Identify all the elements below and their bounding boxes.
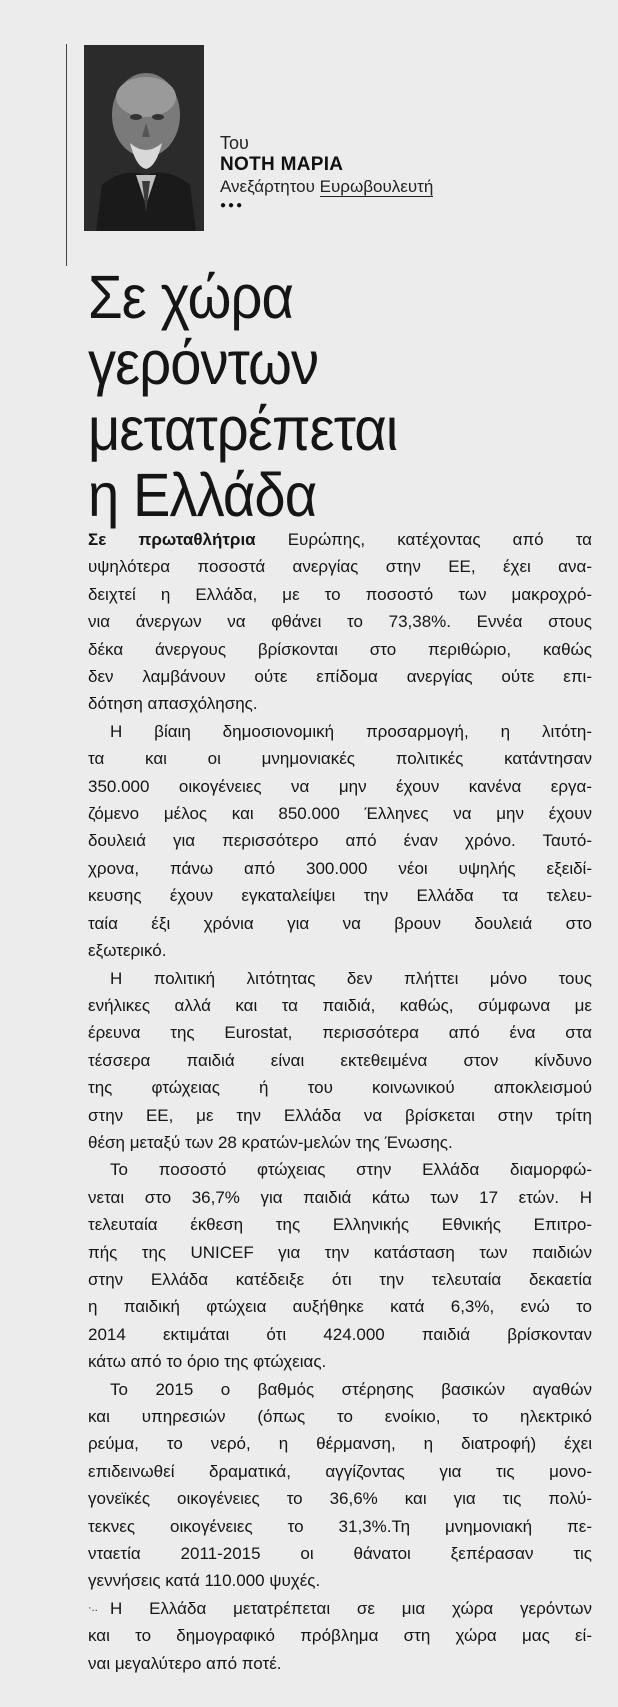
article-line: ναι μεγαλύτερο από ποτέ. <box>88 1653 282 1673</box>
article-line: νια άνεργων να φθάνει το 73,38%. Εννέα στους <box>88 612 592 632</box>
article-line: νταετία 2011-2015 οι θάνατοι ξεπέρασαν τις <box>88 1544 592 1564</box>
headline-line: Σε χώρα <box>88 263 294 331</box>
article-line: Το ποσοστό φτώχειας στην Ελλάδα διαμορφώ- <box>110 1160 592 1180</box>
article-line <box>88 526 592 553</box>
article-line: γεννήσεις κατά 110.000 ψυχές. <box>88 1571 321 1591</box>
article-line: επιδεινωθεί δραματικά, αγγίζοντας για τις μονο- <box>88 1461 592 1481</box>
article-line: δέκα άνεργους βρίσκονται στο περιθώριο, καθώς <box>88 639 592 659</box>
article-line: θέση μεταξύ των 28 κρατών-μελών της Ένωσης. <box>88 1132 453 1152</box>
article-line: ταία έξι χρόνια για να βρουν δουλειά στο <box>88 913 592 933</box>
headline-line: η Ελλάδα <box>88 461 317 529</box>
article-line: και υπηρεσιών (όπως το ενοίκιο, το ηλεκτρικό <box>88 1407 592 1426</box>
article-line <box>88 1595 592 1622</box>
lead-in: Σε πρωταθλήτρια <box>88 530 256 549</box>
paragraph-mark: ·.. <box>88 1601 98 1614</box>
author-role-text: Ανεξάρτητου <box>220 177 320 196</box>
article-line: Η βίαιη δημοσιονομική προσαρμογή, η λιτότη- <box>110 721 592 741</box>
article-line: έρευνα της Eurostat, περισσότερα από ένα στα <box>88 1023 592 1043</box>
article-line: και το δημογραφικό πρόβλημα στη χώρα μας εί- <box>88 1626 592 1646</box>
article-line: δουλειά για περισσότερο από έναν χρόνο. Ταυτό- <box>88 831 592 851</box>
article-line: δειχτεί η Ελλάδα, με το ποσοστό των μακροχρό- <box>88 584 592 604</box>
article-line: εξωτερικό. <box>88 941 167 961</box>
article-line: στην Ελλάδα κατέδειξε ότι την τελευταία δεκαετία <box>88 1269 592 1289</box>
article-body <box>88 526 592 1677</box>
article-line: η παιδική φτώχεια αυξήθηκε κατά 6,3%, ενώ το <box>88 1297 592 1317</box>
byline-prefix: Του <box>220 133 249 153</box>
article-line: χρονα, πάνω από 300.000 νέοι υψηλής εξειδί- <box>88 858 592 878</box>
author-role <box>220 176 440 198</box>
headline <box>88 264 484 528</box>
article-line: 350.000 οικογένειες να μην έχουν κανένα εργα- <box>88 776 592 796</box>
author-role-underlined: Ευρωβουλευτή <box>319 177 434 196</box>
article-line: κευσης έχουν εγκαταλείψει την Ελλάδα τα τελευ- <box>88 886 592 906</box>
article-line: στην ΕΕ, με την Ελλάδα να βρίσκεται στην τρίτη <box>88 1105 592 1125</box>
article-line: ενήλικες αλλά και τα παιδιά, καθώς, σύμφωνα με <box>88 995 592 1015</box>
article-line: Το 2015 ο βαθμός στέρησης βασικών αγαθών <box>110 1379 592 1399</box>
article-line: ρεύμα, το νερό, η θέρμανση, η διατροφή) έχει <box>88 1434 592 1454</box>
headline-line: γερόντων <box>88 329 319 397</box>
article-line: τέσσερα παιδιά είναι εκτεθειμένα στον κίνδυνο <box>88 1050 592 1070</box>
article-line: γονεϊκές οικογένειες το 36,6% και για τις πολύ- <box>88 1489 592 1509</box>
article-line: νεται στο 36,7% για παιδιά κάτω των 17 ετών. Η <box>88 1187 592 1207</box>
article-line: δεν λαμβάνουν ούτε επίδομα ανεργίας ούτε επι- <box>88 667 592 687</box>
author-photo <box>84 45 204 231</box>
article-line: πής της UNICEF για την κατάσταση των παιδιών <box>88 1242 592 1262</box>
byline-dots: ●●● <box>220 200 245 211</box>
article-line: Η πολιτική λιτότητας δεν πλήττει μόνο τους <box>110 968 592 988</box>
article-line-text: Ευρώπης, κατέχοντας από τα <box>255 530 592 549</box>
article-line: τα και οι μνημονιακές πολιτικές κατάντησαν <box>88 749 592 769</box>
article-line-text: Η Ελλάδα μετατρέπεται σε μια χώρα γερόντων <box>110 1598 592 1618</box>
article-line: δότηση απασχόλησης. <box>88 694 258 714</box>
article-line: τελευταία έκθεση της Ελληνικής Εθνικής Επιτρο- <box>88 1215 592 1235</box>
byline <box>220 132 440 214</box>
author-name: ΝΟΤΗ ΜΑΡΙΑ <box>220 154 344 175</box>
column-rule <box>66 44 67 266</box>
headline-line: μετατρέπεται <box>88 395 398 463</box>
article-line: ζόμενο μέλος και 850.000 Έλληνες να μην έχουν <box>88 804 592 824</box>
article-line: 2014 εκτιμάται ότι 424.000 παιδιά βρίσκονταν <box>88 1324 592 1344</box>
article-line: υψηλότερα ποσοστά ανεργίας στην ΕΕ, έχει ανα- <box>88 557 592 577</box>
article-line: τεκνες οικογένειες το 31,3%.Τη μνημονιακή πε- <box>88 1516 592 1536</box>
article-line: κάτω από το όριο της φτώχειας. <box>88 1352 327 1372</box>
article-line: της φτώχειας ή του κοινωνικού αποκλεισμού <box>88 1078 592 1098</box>
